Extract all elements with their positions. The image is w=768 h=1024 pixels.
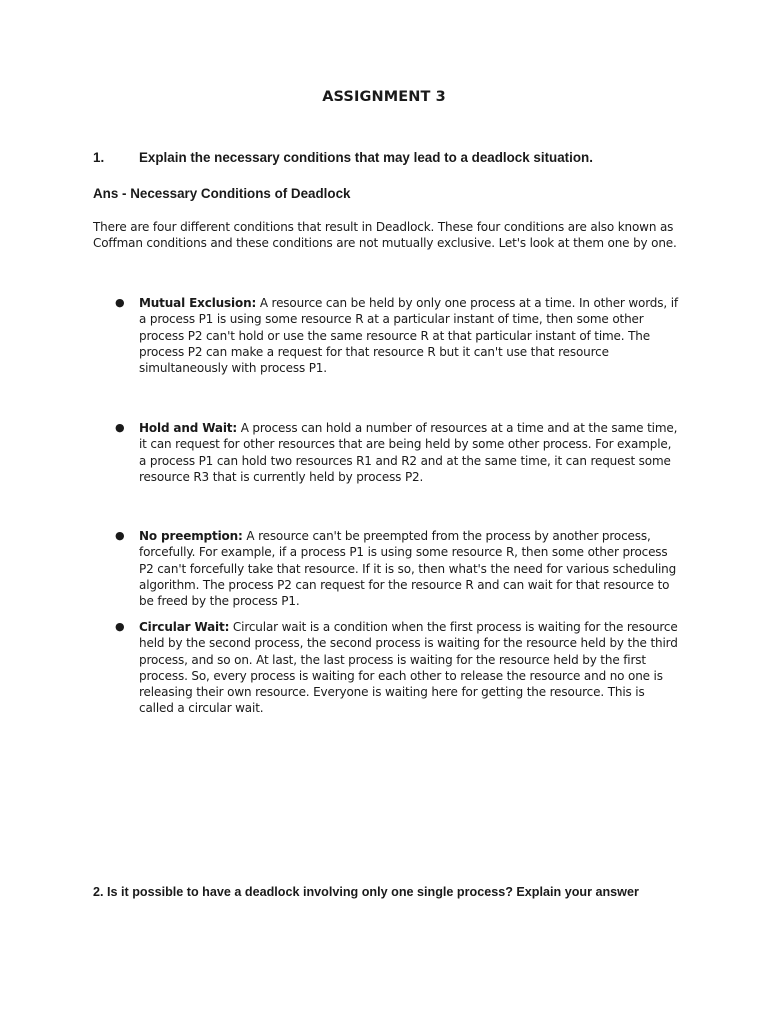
bullet-icon: ●	[115, 620, 125, 633]
bullet-text: A process can hold a number of resources at a time and at the same time, it can request for other resources that are being held by some other process. For example, a process P1 can hold two resources R1 and R2 and at the same time, it can request some resource R3 that is currently held by process P2.	[139, 421, 678, 484]
bullet-term: No preemption:	[139, 529, 243, 543]
question-1	[93, 150, 593, 165]
bullet-icon: ●	[115, 296, 125, 309]
list-item	[115, 619, 679, 717]
question-2: 2. Is it possible to have a deadlock involving only one single process? Explain your answer	[93, 885, 639, 899]
list-item	[115, 528, 679, 609]
bullet-term: Mutual Exclusion:	[139, 296, 257, 310]
bullet-icon: ●	[115, 421, 125, 434]
question-1-number: 1.	[93, 150, 105, 165]
question-1-text: Explain the necessary conditions that may lead to a deadlock situation.	[139, 150, 593, 165]
bullet-text: Circular wait is a condition when the first process is waiting for the resource held by the second process, the second process is waiting for the resource held by the third process, and so on. At last, the last process is waiting for the resource held by the first process. So, every process is waiting for each other to release the resource and no one is releasing their own resource. Everyone is waiting here for getting the resource. This is called a circular wait.	[139, 620, 678, 716]
intro-paragraph: There are four different conditions that result in Deadlock. These four conditions are also known as Coffman conditions and these conditions are not mutually exclusive. Let's look at them one by one.	[93, 220, 677, 251]
bullet-term: Circular Wait:	[139, 620, 230, 634]
bullet-term: Hold and Wait:	[139, 421, 238, 435]
answer-heading: Ans - Necessary Conditions of Deadlock	[93, 186, 351, 201]
list-item	[115, 295, 679, 376]
bullet-icon: ●	[115, 529, 125, 542]
bullet-text: A resource can't be preempted from the process by another process, forcefully. For example, if a process P1 is using some resource R, then some other process P2 can't forcefully take that resource. If it is so, then what's the need for various scheduling algorithm. The process P2 can request for the resource R and can wait for that resource to be freed by the process P1.	[139, 529, 677, 609]
page-title: ASSIGNMENT 3	[322, 89, 446, 105]
list-item	[115, 420, 679, 485]
bullet-text: A resource can be held by only one process at a time. In other words, if a process P1 is using some resource R at a particular instant of time, then some other process P2 can't hold or use the same resource R at that particular instant of time. The process P2 can make a request for that resource R but it can't use that resource simultaneously with process P1.	[139, 296, 678, 376]
